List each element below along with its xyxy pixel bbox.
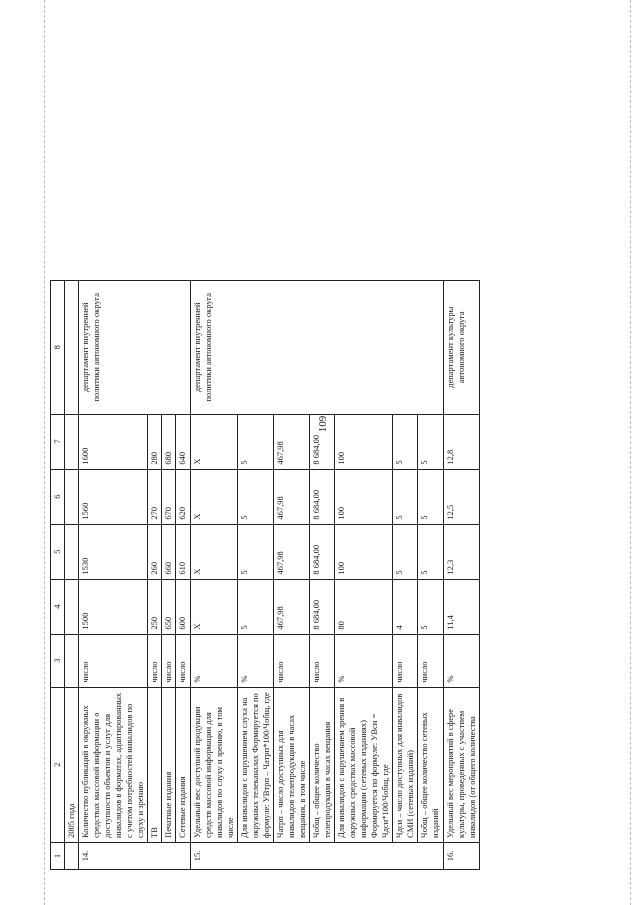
value-cell: 467,98 xyxy=(273,469,309,524)
row-number xyxy=(418,842,443,869)
value-cell: X xyxy=(190,579,237,634)
value-cell: 5 xyxy=(237,524,273,579)
responsible-cell xyxy=(176,281,190,415)
value-cell: 5 xyxy=(237,469,273,524)
header-row xyxy=(51,281,65,870)
unit-cell: % xyxy=(443,634,479,687)
row-number xyxy=(335,842,393,869)
row-number xyxy=(176,842,190,869)
value-cell: 467,98 xyxy=(273,414,309,469)
indicator-description: Чобщ – общее количество сетевых изданий xyxy=(418,687,443,842)
responsible-cell xyxy=(148,281,162,415)
responsible-cell xyxy=(335,281,393,415)
value-cell: 1600 xyxy=(79,414,148,469)
value-cell: 467,98 xyxy=(273,524,309,579)
value-cell: 8 684,00 xyxy=(309,579,334,634)
table-row xyxy=(335,281,393,870)
unit-cell: число xyxy=(273,634,309,687)
unit-cell: число xyxy=(79,634,148,687)
value-cell: 270 xyxy=(148,469,162,524)
value-cell: 5 xyxy=(418,579,443,634)
responsible-cell: департамент внутренней политики автономного округа xyxy=(190,281,237,415)
header-cell: 8 xyxy=(51,281,65,415)
value-cell: 5 xyxy=(393,414,418,469)
table-row xyxy=(65,281,79,870)
row-number xyxy=(162,842,176,869)
value-cell xyxy=(65,524,79,579)
row-number xyxy=(65,842,79,869)
value-cell: 8 684,00 xyxy=(309,524,334,579)
table-row xyxy=(237,281,273,870)
responsible-cell xyxy=(393,281,418,415)
header-cell: 3 xyxy=(51,634,65,687)
value-cell: 5 xyxy=(418,469,443,524)
table-row xyxy=(309,281,334,870)
value-cell: 5 xyxy=(237,579,273,634)
indicator-description: Сетевые издания xyxy=(176,687,190,842)
value-cell: 660 xyxy=(162,524,176,579)
indicator-description: 2005 года xyxy=(65,687,79,842)
page-number: 109 xyxy=(317,415,329,433)
value-cell: 100 xyxy=(335,414,393,469)
value-cell: 670 xyxy=(162,469,176,524)
value-cell: 4 xyxy=(393,579,418,634)
table-row xyxy=(190,281,237,870)
table-row xyxy=(418,281,443,870)
fold-line xyxy=(630,0,631,905)
value-cell: 12,8 xyxy=(443,414,479,469)
table-row xyxy=(393,281,418,870)
row-number: 16. xyxy=(443,842,479,869)
value-cell xyxy=(65,414,79,469)
responsible-cell xyxy=(237,281,273,415)
value-cell: 5 xyxy=(393,469,418,524)
value-cell: 12,5 xyxy=(443,469,479,524)
unit-cell: число xyxy=(393,634,418,687)
value-cell: 260 xyxy=(148,524,162,579)
row-number: 14. xyxy=(79,842,148,869)
value-cell: 5 xyxy=(418,414,443,469)
value-cell: 11,4 xyxy=(443,579,479,634)
value-cell: 620 xyxy=(176,469,190,524)
unit-cell: число xyxy=(176,634,190,687)
indicator-description: Чобщ – общее количество телепродукции в часах вещания xyxy=(309,687,334,842)
value-cell: 600 xyxy=(176,579,190,634)
row-number xyxy=(393,842,418,869)
value-cell: 80 xyxy=(335,579,393,634)
unit-cell xyxy=(65,634,79,687)
row-number xyxy=(273,842,309,869)
responsible-cell: департамент культуры автономного округа xyxy=(443,281,479,415)
header-cell: 7 xyxy=(51,414,65,469)
value-cell: 1530 xyxy=(79,524,148,579)
indicator-description: Удельный вес доступной продукции средств массовой информации для инвалидов по слуху и зрению, в том числе xyxy=(190,687,237,842)
unit-cell: число xyxy=(309,634,334,687)
value-cell: 5 xyxy=(237,414,273,469)
value-cell: 1560 xyxy=(79,469,148,524)
value-cell: 280 xyxy=(148,414,162,469)
table-row xyxy=(273,281,309,870)
value-cell: 467,98 xyxy=(273,579,309,634)
indicator-description: Чдси – число доступных для инвалидов СМИ (сетевых изданий) xyxy=(393,687,418,842)
header-cell: 6 xyxy=(51,469,65,524)
indicator-description: Чатрп – число доступных для инвалидов телепродукции в часах вещания, в том числе xyxy=(273,687,309,842)
indicator-description: Удельный вес мероприятий в сфере культуры, проведенных с участием инвалидов (от общего количества xyxy=(443,687,479,842)
unit-cell: число xyxy=(418,634,443,687)
indicator-description: Для инвалидов с нарушением слуха на окружных телеканалах Формируется по формуле: УВтрп – Чатрп*100/Чобщ, где xyxy=(237,687,273,842)
value-cell: X xyxy=(190,524,237,579)
unit-cell: число xyxy=(162,634,176,687)
row-number xyxy=(237,842,273,869)
responsible-cell xyxy=(309,281,334,415)
responsible-cell xyxy=(273,281,309,415)
unit-cell: % xyxy=(190,634,237,687)
unit-cell: % xyxy=(335,634,393,687)
value-cell: 5 xyxy=(418,524,443,579)
value-cell xyxy=(65,579,79,634)
value-cell: 610 xyxy=(176,524,190,579)
value-cell: 640 xyxy=(176,414,190,469)
indicator-description: ТВ xyxy=(148,687,162,842)
indicator-description: Для инвалидов с нарушением зрения в окружных средствах массовой информации (сетевых изданиях) Формируется по формуле: УВси = Чдси*100/Чобщ, где xyxy=(335,687,393,842)
value-cell: 12,3 xyxy=(443,524,479,579)
unit-cell: % xyxy=(237,634,273,687)
value-cell: 1500 xyxy=(79,579,148,634)
responsible-cell xyxy=(162,281,176,415)
indicator-description: Печатные издания xyxy=(162,687,176,842)
value-cell: 8 684,00 xyxy=(309,469,334,524)
table-row xyxy=(176,281,190,870)
header-cell: 2 xyxy=(51,687,65,842)
table-row xyxy=(443,281,479,870)
responsible-cell xyxy=(65,281,79,415)
value-cell: 5 xyxy=(393,524,418,579)
row-number xyxy=(148,842,162,869)
row-number: 15. xyxy=(190,842,237,869)
value-cell xyxy=(65,469,79,524)
value-cell: 250 xyxy=(148,579,162,634)
value-cell: 100 xyxy=(335,469,393,524)
table-row xyxy=(79,281,148,870)
value-cell: 650 xyxy=(162,579,176,634)
fold-line xyxy=(44,0,45,905)
value-cell: 8 684,00 xyxy=(309,414,334,469)
header-cell: 4 xyxy=(51,579,65,634)
value-cell: X xyxy=(190,414,237,469)
value-cell: 100 xyxy=(335,524,393,579)
responsible-cell xyxy=(418,281,443,415)
unit-cell: число xyxy=(148,634,162,687)
header-cell: 5 xyxy=(51,524,65,579)
row-number xyxy=(309,842,334,869)
table-row xyxy=(148,281,162,870)
indicators-table xyxy=(50,280,480,870)
value-cell: 680 xyxy=(162,414,176,469)
responsible-cell: департамент внутренней политики автономного округа xyxy=(79,281,148,415)
header-cell: 1 xyxy=(51,842,65,869)
value-cell: X xyxy=(190,469,237,524)
indicator-description: Количество публикаций в окружных средствах массовой информации о доступности объектов и услуг для инвалидов в форматах, адаптированных с учетом потребностей инвалидов по слуху и зрению xyxy=(79,687,148,842)
rotated-table-container xyxy=(50,280,480,870)
table-row xyxy=(162,281,176,870)
